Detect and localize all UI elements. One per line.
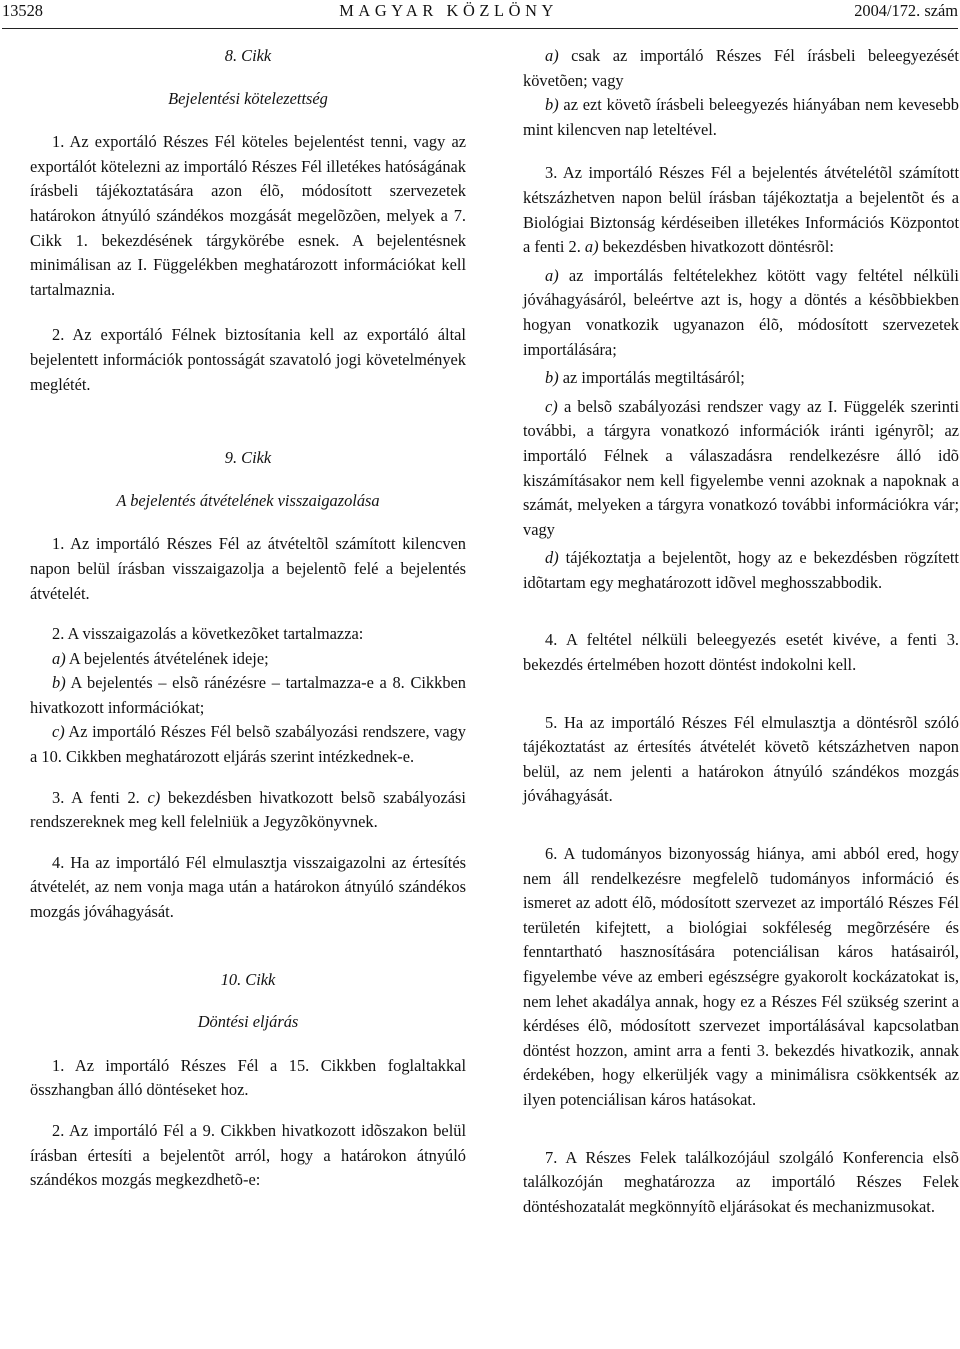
article-9-subtitle: A bejelentés átvételének visszaigazolása xyxy=(116,490,380,510)
article-8-paragraph-1: 1. Az exportáló Részes Fél köteles bejelentést tenni, vagy az exportálót kötelezni az importáló Részes Fél illetékes hatóságának írásbeli tájékoztatására azon élõ, módosított szervezetek határokon átnyúló szándékos mozgását megelõzõen, melyek a 7. Cikk 1. bekezdésének tárgykörébe esnek. A bejelentésnek minimálisan az I. Függelékben meghatározott információkat kell tartalmaznia. xyxy=(30,132,466,299)
paragraph-3-item-d: d) tájékoztatja a bejelentõt, hogy az e bekezdésben rögzített idõtartam egy meghatározott idõvel meghosszabbodik. xyxy=(523,548,959,592)
article-9-paragraph-1: 1. Az importáló Részes Fél az átvételtõl számított kilencven napon belül írásban visszaigazolja a bejelentõ felé a bejelentés átvételét. xyxy=(30,534,466,603)
paragraph-5: 5. Ha az importáló Részes Fél elmulasztja a döntésrõl szóló tájékoztatást az értesítés átvételét követõ kétszázhetven napon belül, az nem jelenti a határokon átnyúló szándékos mozgás jóváhagyását. xyxy=(523,712,959,806)
article-8-paragraph-2: 2. Az exportáló Félnek biztosítania kell az exportáló által bejelentett információk pontosságát szavatoló jogi követelmények meglétét. xyxy=(30,325,466,394)
page-number: 13528 xyxy=(2,1,43,20)
article-9-paragraph-3: 3. A fenti 2. c) bekezdésben hivatkozott belsõ szabályozási rendszereknek meg kell felelniük a Jegyzõkönyvnek. xyxy=(30,787,466,832)
paragraph-3-item-b: b) az importálás megtiltásáról; xyxy=(545,368,745,388)
article-8-subtitle: Bejelentési kötelezettség xyxy=(168,88,328,108)
article-10-subtitle: Döntési eljárás xyxy=(197,1012,299,1032)
decision-option-a: a) csak az importáló Részes Fél írásbeli beleegyezését követõen; vagy xyxy=(523,46,959,90)
article-8-title: 8. Cikk xyxy=(224,46,272,65)
issue-number: 2004/172. szám xyxy=(854,1,958,20)
paragraph-3-item-a: a) az importálás feltételekhez kötött vagy feltétel nélküli jóváhagyásáról, beleértve azt is, hogy a döntés a késõbbiekben hogyan vonatkozik ugyanazon élõ, módosított szervezetek importálására; xyxy=(523,265,959,359)
article-10-paragraph-2: 2. Az importáló Fél a 9. Cikkben hivatkozott idõszakon belül írásban értesíti a bejelentõt arról, hogy a határokon átnyúló szándékos mozgás megkezdhetõ-e: xyxy=(30,1121,466,1190)
right-column xyxy=(523,42,959,1219)
article-9-paragraph-4: 4. Ha az importáló Fél elmulasztja visszaigazolni az értesítés átvételét, az nem vonja maga után a határokon átnyúló szándékos mozgás jóváhagyását. xyxy=(30,852,466,922)
paragraph-6: 6. A tudományos bizonyosság hiánya, ami abból ered, hogy nem áll rendelkezésre megfelelõ tudományos információ és ismeret az adott élõ, módosított szervezet az importáló Részes Fél területén kifejtett, a biológiai sokféleség megõrzésére és fenntartható hasznosítására potenciálisan káros hatásairól, figyelembe véve az emberi egészségre gyakorolt kockázatokat is, nem lehet akadálya annak, hogy ez a Részes Fél szükség szerint a kérdéses élõ, módosított szervezet importálásával kapcsolatban döntést hozzon, amint arra a fenti 3. bekezdés hivatkozik, annak érdekében, hogy elkerüljék vagy a minimálisra csökkentsék az ilyen potenciálisan káros hatásokat. xyxy=(523,844,959,1109)
paragraph-7: 7. A Részes Felek találkozójául szolgáló Konferencia elsõ találkozóján meghatározza az importáló Részes Felek döntéshozatalát megkönnyítõ eljárásokat és mechanizmusokat. xyxy=(523,1147,959,1216)
article-9-item-b: b) A bejelentés – elsõ ránézésre – tartalmazza-e a 8. Cikkben hivatkozott információkat; xyxy=(30,673,466,717)
article-10-title: 10. Cikk xyxy=(220,969,276,989)
article-9-item-c: c) Az importáló Részes Fél belsõ szabályozási rendszere, vagy a 10. Cikkben meghatározott eljárás szerint intézkednek-e. xyxy=(30,722,466,767)
journal-title: MAGYAR KÖZLÖNY xyxy=(339,1,558,20)
article-10-paragraph-1: 1. Az importáló Részes Fél a 15. Cikkben foglaltakkal összhangban álló döntéseket hoz. xyxy=(30,1055,466,1100)
decision-option-b: b) az ezt követõ írásbeli beleegyezés hiányában nem kevesebb mint kilencven nap leteltével. xyxy=(523,95,959,139)
paragraph-4: 4. A feltétel nélküli beleegyezés esetét kivéve, a fenti 3. bekezdés értelmében hozott döntést indokolni kell. xyxy=(523,630,959,675)
article-9-title: 9. Cikk xyxy=(224,448,272,468)
paragraph-3-item-c: c) a belsõ szabályozási rendszer vagy az I. Függelék szerinti további, a tárgyra vonatkozó információk iránti igényrõl; az importáló Félnek a válaszadásra rendelkezésre álló idõ kiszámításakor nem kell figyelembe venni azoknak a napoknak a számát, melyeken a tárgyra vonatkozó további információkra vár; vagy xyxy=(523,396,960,539)
paragraph-3: 3. Az importáló Részes Fél a bejelentés átvételétõl számított kétszázhetven napon belül írásban tájékoztatja a bejelentõt és a Biológiai Biztonság kérdéseiben illetékes Információs Központot a fenti 2. a) bekezdésben hivatkozott döntésrõl: xyxy=(523,163,959,257)
left-column xyxy=(30,42,466,1193)
article-9-paragraph-2: 2. A visszaigazolás a következõket tartalmazza: xyxy=(52,624,364,644)
page-header xyxy=(2,0,958,29)
article-9-item-a: a) A bejelentés átvételének ideje; xyxy=(52,648,269,668)
